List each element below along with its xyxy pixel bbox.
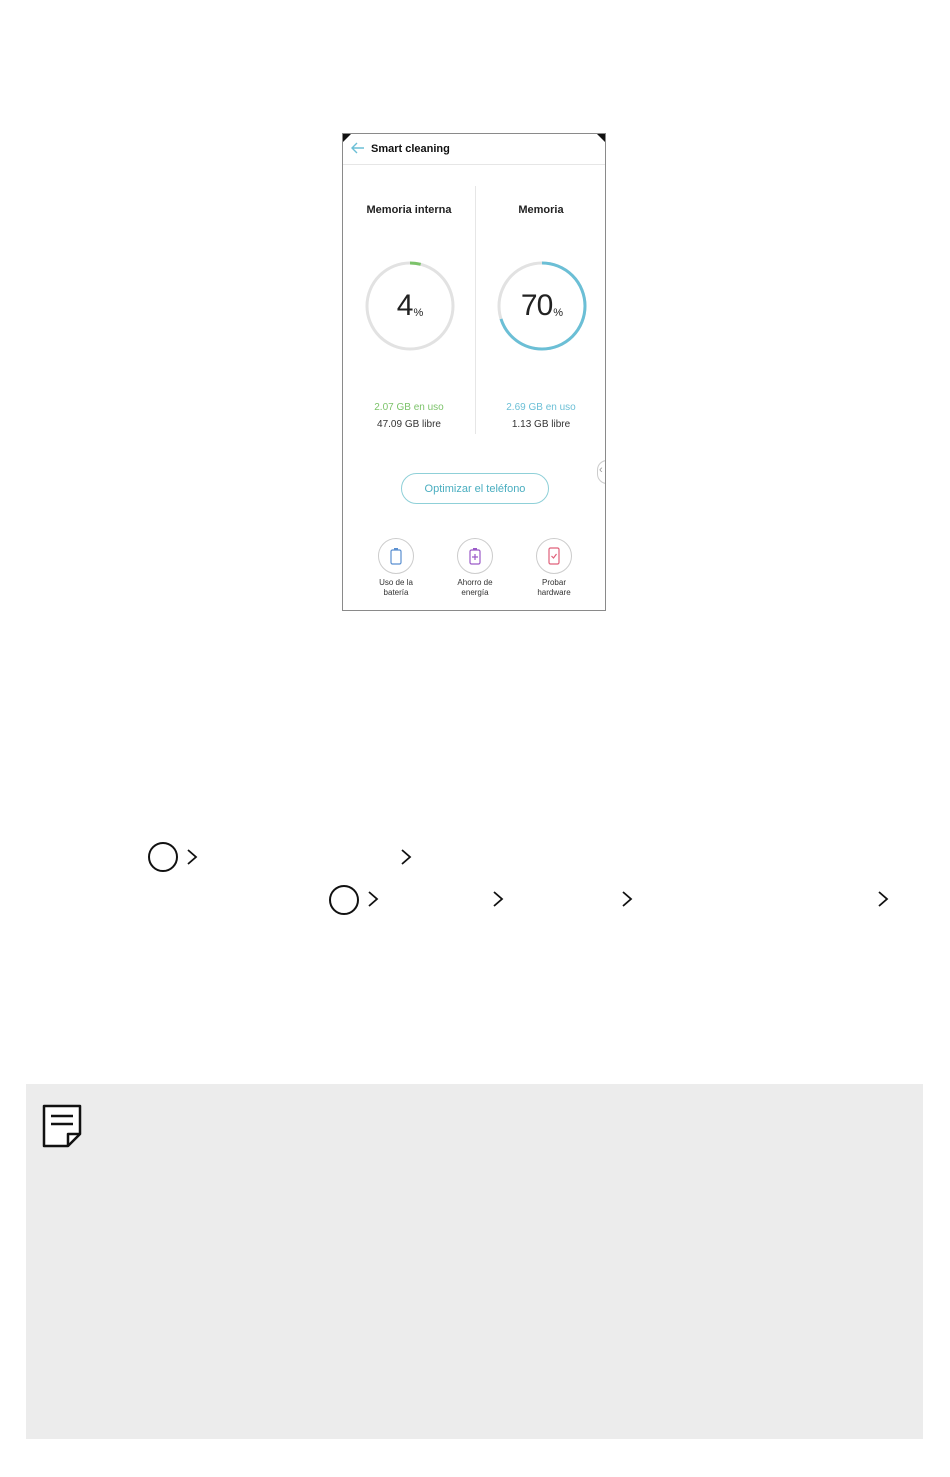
- memory-used: 2.69 GB en uso: [506, 402, 576, 413]
- chevron-right-icon: [621, 890, 633, 908]
- percent-sign: %: [553, 307, 564, 319]
- chevron-right-icon: [877, 890, 889, 908]
- memory-column: [475, 204, 606, 216]
- note-box: [26, 1084, 923, 1439]
- memory-free: 1.13 GB libre: [511, 419, 571, 430]
- test-hardware-button[interactable]: [519, 538, 589, 598]
- internal-storage-title: Memoria interna: [366, 204, 452, 216]
- power-saving-label-2: energía: [461, 588, 489, 597]
- internal-storage-column: [343, 204, 475, 216]
- chevron-right-icon: [492, 890, 504, 908]
- power-saving-label-1: Ahorro de: [457, 578, 493, 587]
- percent-sign: %: [413, 307, 424, 319]
- column-divider: [475, 186, 476, 434]
- battery-usage-button[interactable]: [361, 538, 431, 598]
- battery-usage-label-1: Uso de la: [379, 578, 413, 587]
- edge-panel-handle[interactable]: [597, 460, 606, 484]
- battery-usage-label-2: batería: [383, 588, 409, 597]
- chevron-left-icon: ‹: [599, 464, 603, 476]
- internal-storage-percent: 4: [396, 289, 413, 322]
- back-arrow-icon[interactable]: [351, 142, 365, 154]
- internal-storage-gauge: [364, 260, 456, 352]
- note-icon: [42, 1104, 82, 1148]
- battery-icon: [389, 547, 403, 565]
- phone-screenshot: [342, 133, 606, 611]
- test-hardware-label-2: hardware: [537, 588, 571, 597]
- internal-storage-free: 47.09 GB libre: [377, 419, 441, 430]
- internal-storage-used: 2.07 GB en uso: [374, 402, 444, 413]
- home-circle-icon: [329, 885, 359, 915]
- optimize-phone-button[interactable]: Optimizar el teléfono: [401, 473, 549, 504]
- phone-check-icon: [547, 547, 561, 565]
- app-bar: [343, 134, 605, 165]
- battery-saver-icon: [468, 547, 482, 565]
- memory-gauge: [496, 260, 588, 352]
- memory-title: Memoria: [518, 204, 564, 216]
- home-circle-icon: [148, 842, 178, 872]
- chevron-right-icon: [400, 848, 412, 866]
- test-hardware-label-1: Probar: [541, 578, 566, 587]
- page-title: Smart cleaning: [371, 143, 450, 155]
- memory-percent: 70: [520, 289, 553, 322]
- chevron-right-icon: [367, 890, 379, 908]
- chevron-right-icon: [186, 848, 198, 866]
- power-saving-button[interactable]: [440, 538, 510, 598]
